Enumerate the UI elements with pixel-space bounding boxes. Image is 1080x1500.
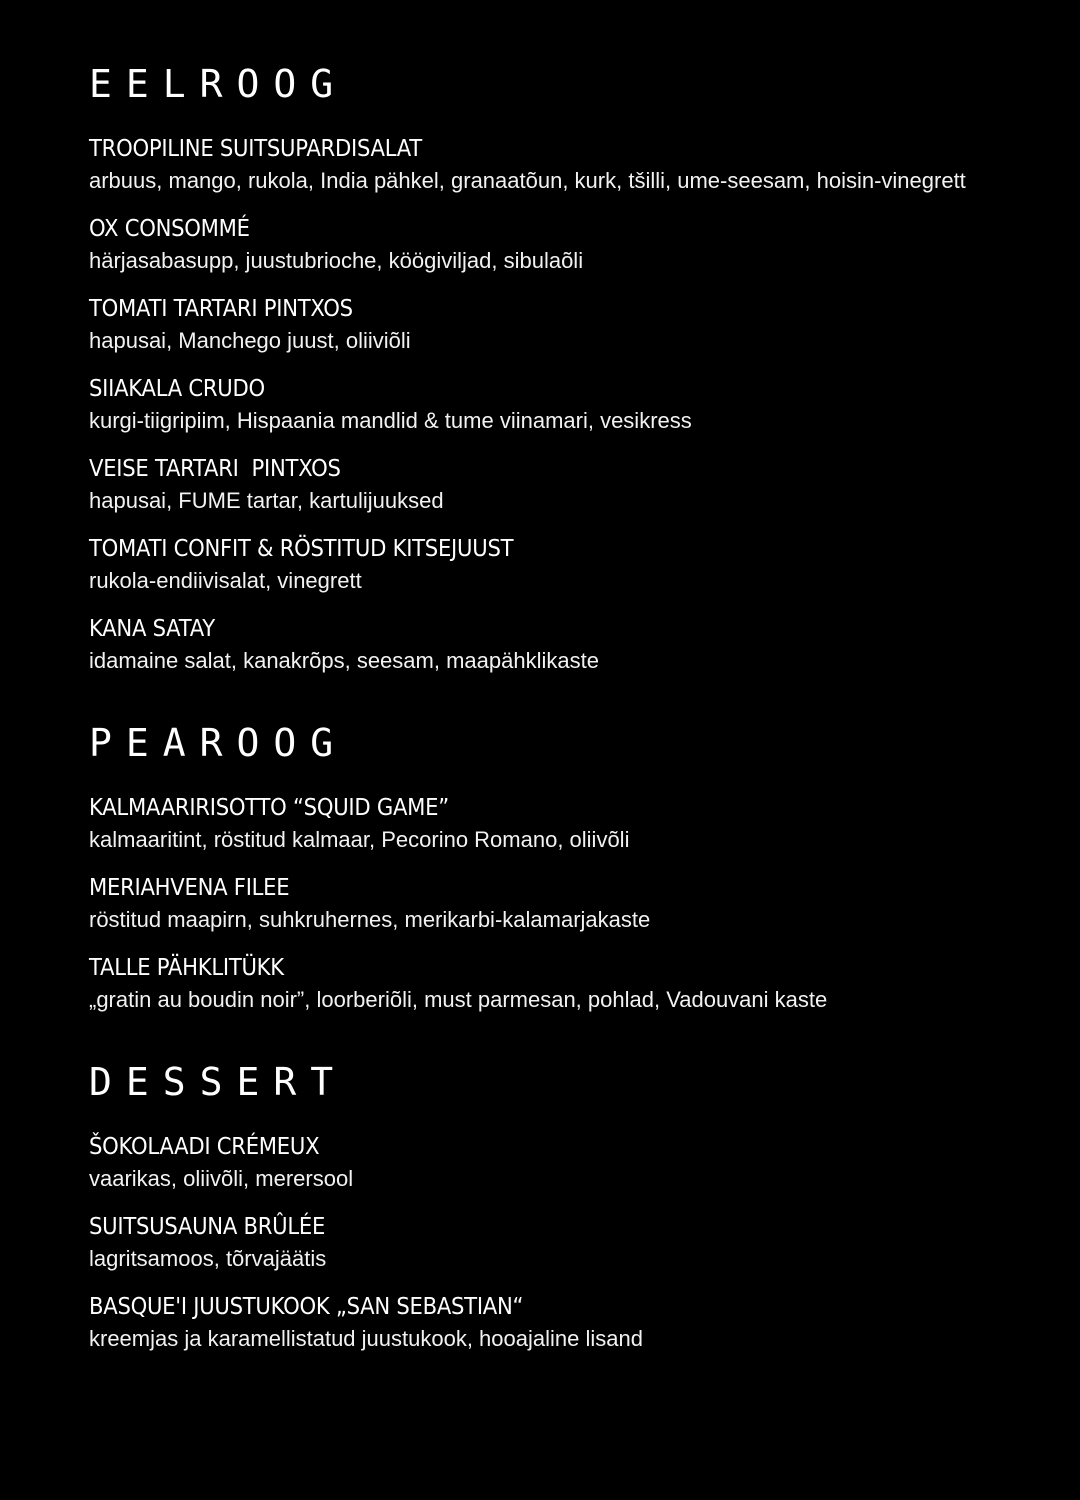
- menu-item: [89, 375, 989, 435]
- section-title: DESSERT: [89, 1060, 348, 1104]
- dish-description: rukola-endiivisalat, vinegrett: [89, 568, 362, 593]
- menu-item: [89, 455, 989, 515]
- menu-item: [89, 794, 989, 854]
- dish-name: TOMATI CONFIT & RÖSTITUD KITSEJUUST: [89, 536, 514, 562]
- menu-item: [89, 1133, 989, 1193]
- menu-item: [89, 535, 989, 595]
- dish-description: arbuus, mango, rukola, India pähkel, granaatõun, kurk, tšilli, ume-seesam, hoisin-vinegrett: [89, 168, 966, 193]
- dish-description: „gratin au boudin noir”, loorberiõli, must parmesan, pohlad, Vadouvani kaste: [89, 987, 828, 1012]
- dish-name: OX CONSOMMÉ: [89, 216, 250, 242]
- dish-name: SUITSUSAUNA BRÛLÉE: [89, 1214, 326, 1240]
- dish-name: ŠOKOLAADI CRÉMEUX: [89, 1134, 320, 1160]
- dish-name: VEISE TARTARI PINTXOS: [89, 456, 341, 482]
- section-title: EELROOG: [89, 62, 348, 106]
- dish-description: härjasabasupp, juustubrioche, köögiviljad, sibulaõli: [89, 248, 584, 273]
- dish-name: KALMAARIRISOTTO “SQUID GAME”: [89, 795, 449, 821]
- menu-item: [89, 954, 989, 1014]
- dish-description: hapusai, Manchego juust, oliiviõli: [89, 328, 411, 353]
- menu-item: [89, 295, 989, 355]
- menu-item: [89, 135, 989, 195]
- menu-item: [89, 1213, 989, 1273]
- dish-name: TROOPILINE SUITSUPARDISALAT: [89, 136, 422, 162]
- dish-description: kreemjas ja karamellistatud juustukook, hooajaline lisand: [89, 1326, 643, 1351]
- dish-description: röstitud maapirn, suhkruhernes, merikarbi-kalamarjakaste: [89, 907, 651, 932]
- dish-description: idamaine salat, kanakrõps, seesam, maapähklikaste: [89, 648, 599, 673]
- menu: [89, 62, 989, 1353]
- section-eelroog: [89, 62, 989, 675]
- dish-name: TALLE PÄHKLITÜKK: [89, 955, 284, 981]
- section-title: PEAROOG: [89, 721, 348, 765]
- dish-description: kurgi-tiigripiim, Hispaania mandlid & tume viinamari, vesikress: [89, 408, 692, 433]
- dish-description: lagritsamoos, tõrvajäätis: [89, 1246, 327, 1271]
- menu-item: [89, 1293, 989, 1353]
- dish-name: KANA SATAY: [89, 616, 215, 642]
- menu-item: [89, 615, 989, 675]
- dish-name: MERIAHVENA FILEE: [89, 875, 290, 901]
- section-dessert: [89, 1060, 989, 1353]
- dish-name: BASQUE'I JUUSTUKOOK „SAN SEBASTIAN“: [89, 1294, 524, 1320]
- section-pearoog: [89, 721, 989, 1014]
- dish-description: kalmaaritint, röstitud kalmaar, Pecorino Romano, oliivõli: [89, 827, 630, 852]
- menu-item: [89, 215, 989, 275]
- dish-description: hapusai, FUME tartar, kartulijuuksed: [89, 488, 444, 513]
- dish-name: SIIAKALA CRUDO: [89, 376, 265, 402]
- dish-name: TOMATI TARTARI PINTXOS: [89, 296, 353, 322]
- dish-description: vaarikas, oliivõli, merersool: [89, 1166, 354, 1191]
- menu-item: [89, 874, 989, 934]
